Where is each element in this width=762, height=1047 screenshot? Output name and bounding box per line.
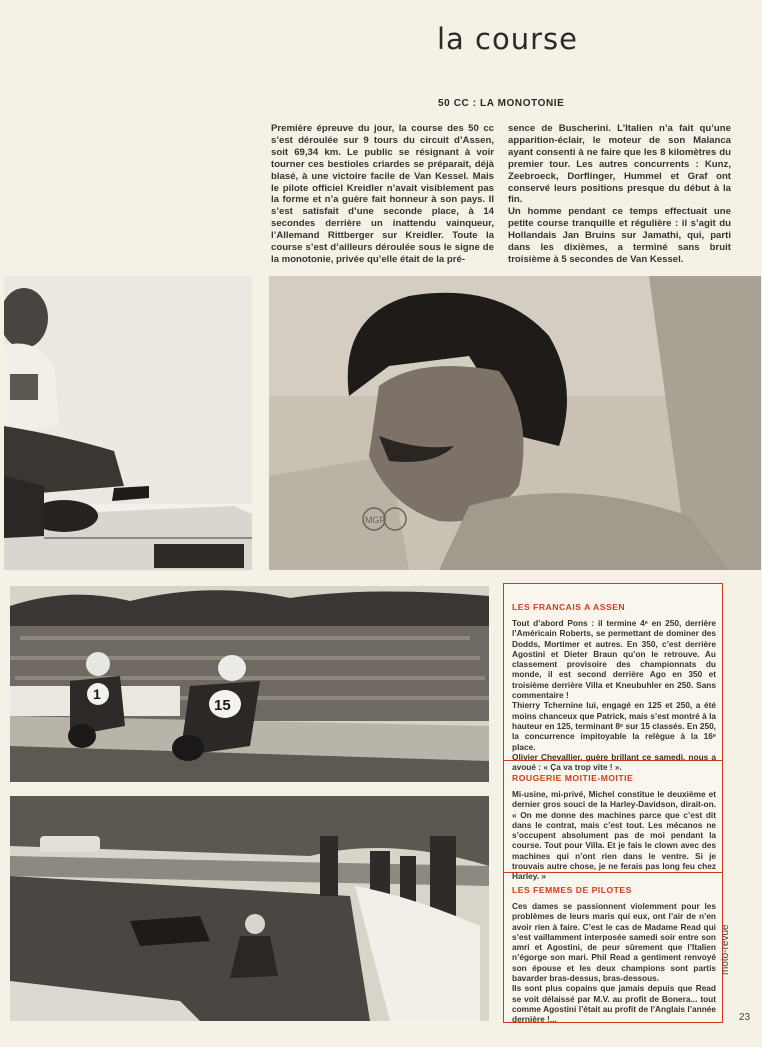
sidebar-paragraph: Olivier Chevallier, guère brillant ce samedi, nous a avoué : « Ça va trop vite ! ». xyxy=(512,751,716,773)
sidebar-divider xyxy=(504,872,722,873)
sidebar-section-rougerie xyxy=(512,773,716,882)
sidebar-section-francais xyxy=(512,602,716,772)
sidebar-heading: ROUGERIE MOITIE-MOITIE xyxy=(512,773,634,783)
sidebar-paragraph: Ces dames se passionnent violemment pour les problèmes de leurs maris qui eux, ont l’air de n’en avoir rien à faire. C’est le cas de Madame Read qui s’est vaillamment interposée samedi soir entre son amri et Agostini, de peur sûrement que l’Italien n’égorge son mari. Phil Read a gentiment renvoyé son épouse et les deux champions sont partis bavarder bras-dessus, bras-dessous. xyxy=(512,901,716,984)
article-paragraph: Un homme pendant ce temps effectuait une petite course tranquille et régulière : il s’agit du Hollandais Jan Bruins sur Jamathi, qui, parti dans les dixièmes, a terminé sans bruit troisième à 5 secondes de Van Kessel. xyxy=(508,206,731,265)
photo-crash-scene xyxy=(10,796,489,1021)
sidebar-heading: LES FRANCAIS A ASSEN xyxy=(512,602,626,612)
article-paragraph: sence de Buscherini. L’Italien n’a fait qu’une apparition-éclair, le moteur de son Malanca ayant consenti à ne faire que les 8 kilomètres du premier tour. Les autres concurrents : Kunz, Zeebroeck, Dorflinger, Hummel et Graf ont conservé leurs positions presque du début à la fin. xyxy=(508,123,731,206)
sidebar-paragraph: Tout d’abord Pons : il termine 4ᵉ en 250, derrière l’Américain Roberts, se permettant de dominer des Dodds, Mortimer et autres. En 350, c’est derrière Agostini et Dieter Braun qu’on le retrouve. Au classement provisoire des championnats du monde, il est second derrière Ago en 350 et troisième derrière Villa et Kneubuhler en 250. Sans commentaire ! xyxy=(512,618,716,701)
magazine-name: moto-revue xyxy=(720,924,731,975)
photo-race-grandstand xyxy=(10,586,489,782)
race-number-2: 15 xyxy=(214,697,231,714)
race-number-1: 1 xyxy=(93,686,101,702)
article-paragraph: Première épreuve du jour, la course des 50 cc s’est déroulée sur 9 tours du circuit d’Assen, soit 69,34 km. Le public se résignant à voir tourner ces bestioles criardes se préparait, déjà blasé, à une victoire facile de Van Kessel. Mais le pilote officiel Kreidler n’avait visiblement pas la forme et n’a guère fait honneur à son pays. Il s’est satisfait d’une seconde place, à 14 secondes derrière un inattendu vainqueur, l’Allemand Rittberger sur Kreidler. Toute la course s’est d’ailleurs déroulée sous le signe de la monotonie, privée qu’elle était de la pré- xyxy=(271,123,494,265)
article-column-2 xyxy=(508,123,731,266)
photo-rider-portrait xyxy=(269,276,761,570)
sidebar-paragraph: Ils sont plus copains que jamais depuis que Read se voit délaissé par M.V. au profit de Bonera... tout comme Agostini l’était au profit de l’Anglais l’année dernière !... xyxy=(512,983,716,1025)
sidebar-paragraph: Thierry Tchernine lui, engagé en 125 et 250, a été moins chanceux que Patrick, mais s’est montré à la hauteur en 125, terminant 8ᵉ sur 15 classés. En 250, la concurrence impitoyable la relègue à la 16ᵉ place. xyxy=(512,700,716,752)
sidebar-divider xyxy=(504,760,722,761)
page-title: la course xyxy=(437,22,578,56)
sidebar-paragraph: Mi-usine, mi-privé, Michel constitue le deuxième et dernier gros souci de la Harley-Davidson, dirait-on. « On me donne des machines parce que c’est dit dans le contrat, mais c’est tout. Les mécanos ne s’occupent absolument pas de moi pendant la course. Tout pour Villa. Et je fais le clown avec des machines qui n’ont rien dans le ventre. Si je trouvais autre chose, je ne ferais pas long feu chez Harley. » xyxy=(512,789,716,882)
article-column-1 xyxy=(271,123,494,266)
sidebar-heading: LES FEMMES DE PILOTES xyxy=(512,885,632,895)
page-number: 23 xyxy=(739,1012,751,1023)
photo-spectators xyxy=(4,276,252,570)
watermark-text: MGP xyxy=(365,515,386,525)
sidebar-box xyxy=(503,583,723,1023)
section-heading: 50 CC : LA MONOTONIE xyxy=(438,98,565,109)
sidebar-section-femmes xyxy=(512,885,716,1025)
